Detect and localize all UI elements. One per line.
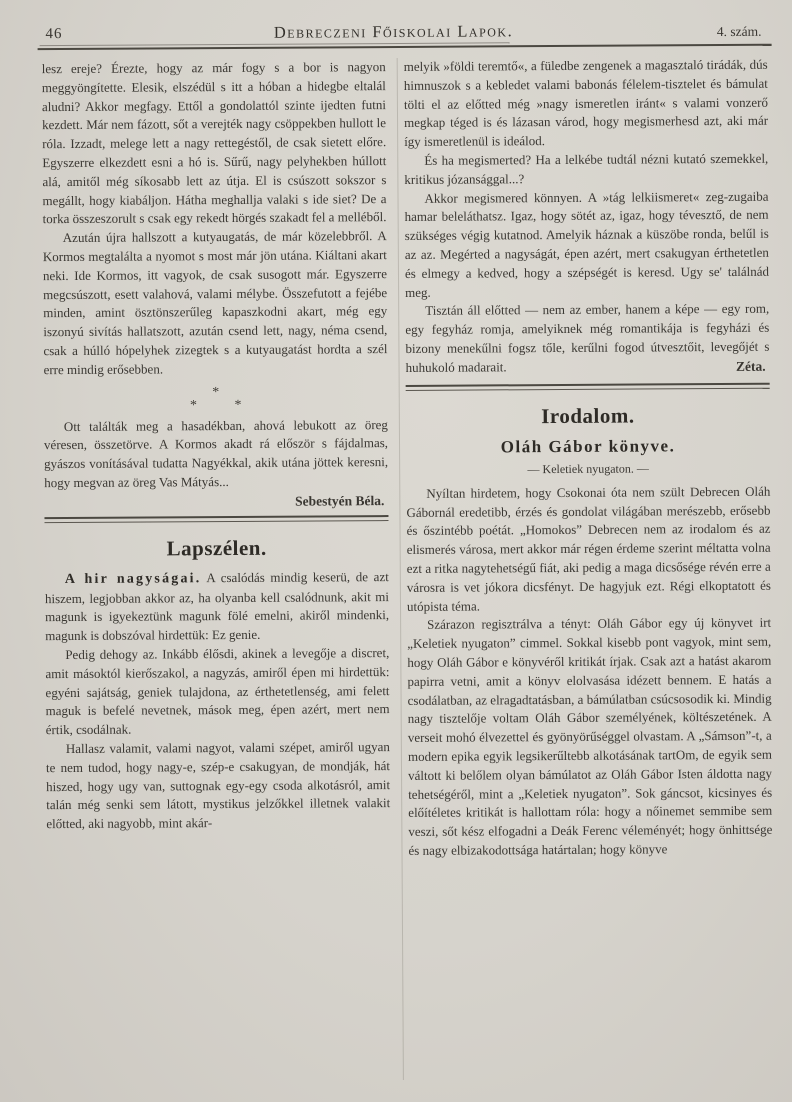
story-author-signature: Sebestyén Béla. [295,492,385,509]
left-column [42,58,391,863]
irodalom-paragraph: Szárazon regisztrálva a tényt: Oláh Gábor egy új könyvet irt „Keletiek nyugaton” cimmel. Sokkal kisebb pont vagyok, mint sem, hogy Oláh Gábor e könyvéről kritikát írjak. Csak azt a hatást akarom papirra vetni, amit a könyv elolvasása idézett bennem. E hatás a csodálatban, az elragadtatásban, a bámúlatban csúcsosodik ki. Mindig nagy tisztelője voltam Oláh Gábor személyének, költészetének. A verseit mohó élvezettel és gyönyörűséggel olvastam. A „Sámson”-t, a modern epika egyik legsikerűltebb alkotásának tartOm, de egyik sem váltott ki belőlem olyan bámúlatot az Oláh Gábor Isten áldotta nagy tehetségéről, mint a „Keletiek nyugaton”. Sok gáncsot, kicsinyes és előítéletes kritikát is hallottam róla: hogy a nőinemet semmibe sem veszi, sőt kész elfogadni a Deák Ferenc véleményét; hogy önhittsége és nagy elbizakodottsága határtalan; hogy könyve [407,615,773,858]
asterisk-separator [44,386,388,414]
story-closing-paragraph: Ott találták meg a hasadékban, ahová lebukott az öreg véresen, összetörve. A Kormos akadt rá először s fájdalmas, gyászos vonításával tudatta Nagyékkal, akik utána jöttek keresni, hogy megvan az öreg Vas Mátyás... [43,416,389,491]
page-number: 46 [45,26,63,43]
lapszelen-continuation-paragraph: Akkor megismered könnyen. A »tág lelkiismeret« zeg-zugaiba hamar beleláthatsz. Igaz, hogy sötét az, igaz, hogy tévesztő, de nem szükséges végig kutatnod. Amelyik háznak a küszöbe ronda, belűl is az az. Megérted a nagyságát, épen azért, mert csakugyan érthetetlen és elmegy a kedved, hogy a szépségét is keresd. Ugy se' találnád meg. [404,188,770,300]
asterisk-bottom: * * [189,397,242,413]
lapszelen-continuation-paragraph: Tisztán áll előtted — nem az ember, hanem a képe — egy rom, egy fegyház romja, amelyiknek még romantikája is fegyházi és bizony menekűlni fogsz tőle, kerűlni fogod útvesztőit, levegőjét s huhukoló madarait. [405,301,770,375]
lapszelen-heading: Lapszélen. [166,535,267,561]
lapszelen-lead-text: A csalódás mindig keserü, de azt hiszem, legjobban akkor az, ha olyanba kell csalódnunk, akit mi magunk is igyekeztünk magunk fölé emelni, akiről mindenki, magunk is dobszóval hirdettük: Ez genie. [44,568,390,644]
irodalom-paragraph: Nyíltan hirdetem, hogy Csokonai óta nem szült Debrecen Oláh Gábornál eredetibb, érzés és gondolat világában merészebb, erősebb és őszintébb poétát. „Homokos” Debrecen nem az irodalom és az elismerés városa, mert akkor már régen érdeme szerint méltatta volna ezt a ritka nagytehetségű fiát, aki pedig a maga dicsősége révén erre a városra is vet jókora dicsfényt. De hagyjuk ezt. Régi elkoptatott és utópista téma. [406,483,771,614]
lapszelen-paragraph: Pedig dehogy az. Inkább élősdi, akinek a levegője a discret, amit másoktól kierőszakol, a nagyzás, amiről épen mi hirdettük: egyéni sajátság, geniek tulajdona, az érthetetlenség, ami felett maguk is befelé nevetnek, mások meg, épen azért, mert nem értik, csodálnak. [45,644,390,738]
irodalom-motto: — Keletiek nyugaton. — [527,461,649,476]
right-column [404,56,773,861]
lapszelen-continuation-paragraph: melyik »földi teremtő«, a füledbe zengenek a magasztaló tirádák, dús himnuszok s a kebledet valami babonás félelem-tisztelet és bámulat tölti el az előtted még »nagy ismeretlen iránt« s valami vonzerő megkap téged is és lázasan várod, hogy megismerhesd azt, aki már így ismeretlenül is ideálod. [403,56,769,150]
story-paragraph: lesz ereje? Érezte, hogy az már fogy s a bor is nagyon meggyöngítette. Elesik, elszédül s itt a hóban a hidegbe eltalál aludni? Akkor megfagy. Ettől a gondolattól szinte ijedten futni kezdett. Már nem fázott, sőt a verejték nagy csöppekben hullott le róla. Izzadt, melege lett a nagy rettegéstől, de csak sietett előre. Egyszerre elkezdett esni a hó is. Sűrű, nagy pelyhekben húllott alá, amitől még síkosabb lett az útja. El is csúszott sokszor s megállt, hogy kiabáljon. Hátha meghallja valaki s ide siet? De a torka összeszorult s csak egy rekedt hörgés szakadt fel a melléből. [41,59,387,227]
irodalom-heading: Irodalom. [541,403,635,428]
journal-title: Debreczeni Főiskolai Lapok. [273,21,514,42]
lapszelen-continuation-paragraph: És ha megismerted? Ha a lelkébe tudtál nézni kutató szemekkel, kritikus józansággal...? [404,150,769,187]
page-header [0,0,790,50]
issue-number: 4. szám. [716,23,762,40]
two-column-body [0,46,792,864]
lapszelen-paragraph: Hallasz valamit, valami nagyot, valami szépet, amiről ugyan te nem tudod, hogy nagy-e, szép-e csakugyan, de mondják, hát hiszed, hogy ugy van, suttognak egy-egy csoda alkotásról, amit talán még senki sem látott, mystikus jelzőkkel illetnek valakit előtted, aki nagyobb, mint akár- [45,738,391,832]
story-paragraph: Azután újra hallszott a kutyaugatás, de már közelebbről. A Kormos megtalálta a nyomot s most már jön utána. Kiáltani akart neki. Ide Kormos, itt vagyok, de csak susogott már. Egyszerre megcsúszott, esett valahová, valami mélybe. Összefutott a fejébe minden, amint ösztönszerűleg kapaszkodni akart, még egy iszonyú sivítás hallatszott, azután csend lett, nagy, néma csend, csak a húlló hópelyhek zizegtek s a kutyaugatást hordta a szél erre mindig erősebben. [42,228,388,377]
asterisk-top: * [212,384,220,400]
lapszelen-lead-paragraph [45,568,389,646]
lapszelen-author-signature: Zéta. [735,358,766,374]
lapszelen-article-title: A hir nagyságai. [64,570,202,587]
section-divider-rule [44,515,388,523]
section-divider-rule [406,382,770,390]
irodalom-subheading: Oláh Gábor könyve. [500,436,676,457]
